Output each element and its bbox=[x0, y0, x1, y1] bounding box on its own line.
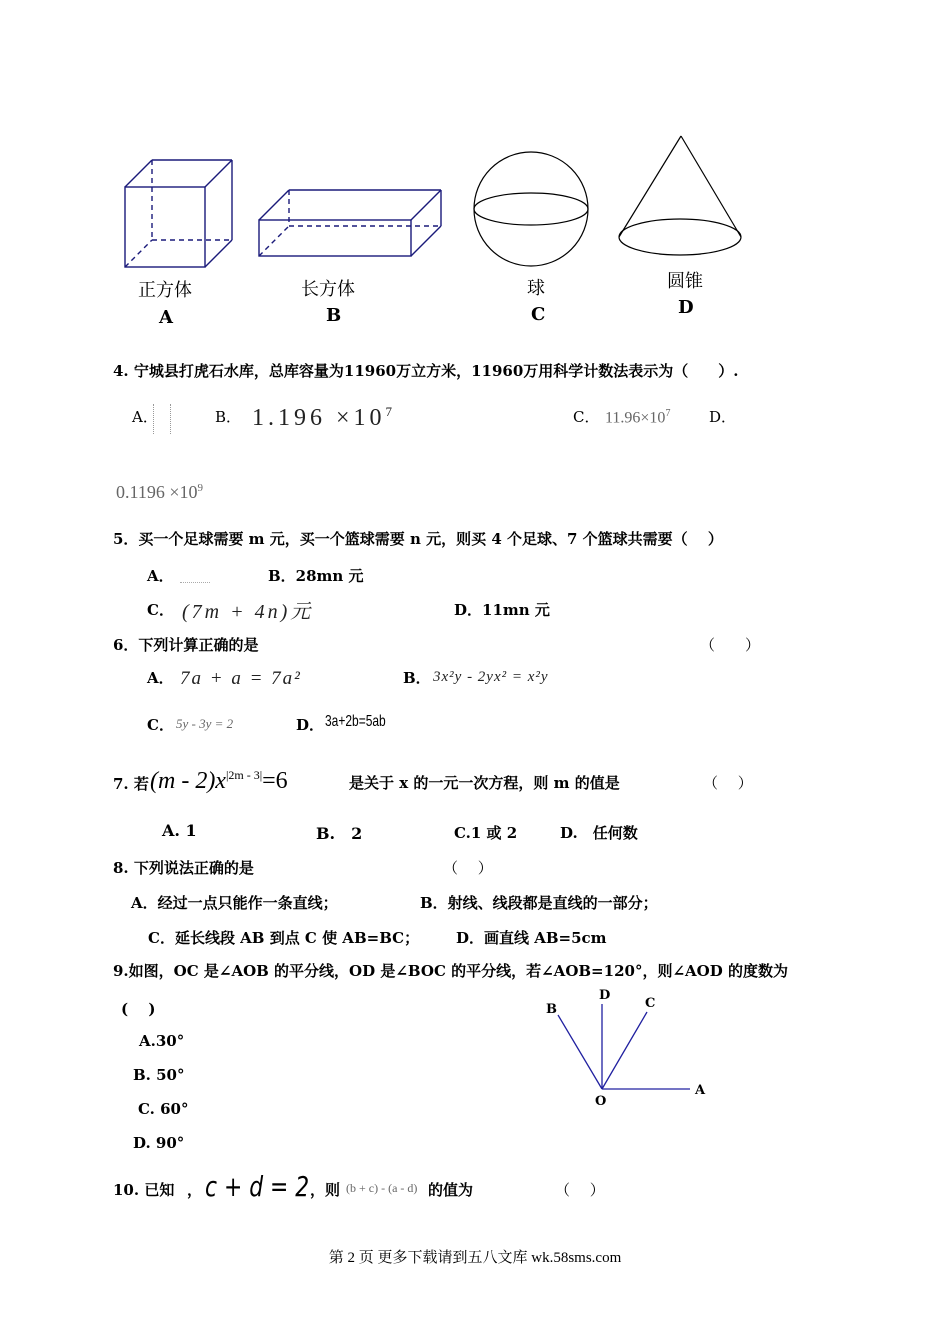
q5-option-c-expr: (7m + 4n)元 bbox=[182, 601, 314, 623]
shape-name-cone: 圆锥 bbox=[667, 271, 703, 292]
shape-name-cube: 正方体 bbox=[138, 280, 192, 301]
question-8-paren: （ ） bbox=[443, 859, 493, 877]
angle-label-c: C bbox=[645, 996, 656, 1011]
q7-option-d: D. 任何数 bbox=[560, 824, 638, 842]
angle-label-d: D bbox=[599, 988, 611, 1003]
question-10-rest: 的值为 bbox=[428, 1181, 474, 1199]
question-7-paren: （ ） bbox=[703, 774, 753, 792]
shape-letter-a: A bbox=[159, 307, 173, 328]
question-10-then: ，则 bbox=[310, 1181, 341, 1199]
q6-option-c-expr: 5y - 3y = 2 bbox=[176, 716, 234, 731]
question-10-expr: c + d = 2 bbox=[205, 1170, 310, 1203]
q5-option-d: D．11mn 元 bbox=[454, 601, 550, 619]
ray-ob bbox=[558, 1015, 602, 1089]
question-10-paren: （ ） bbox=[555, 1181, 605, 1199]
q9-option-a: A.30° bbox=[139, 1032, 185, 1050]
q8-option-b: B．射线、线段都是直线的一部分； bbox=[420, 894, 658, 912]
question-5-stem: 5．买一个足球需要 m 元，买一个篮球需要 n 元，则买 4 个足球、7 个篮球共需要（ ） bbox=[113, 530, 723, 548]
shape-name-cuboid: 长方体 bbox=[301, 279, 355, 300]
angle-label-b: B bbox=[546, 1002, 557, 1017]
q4-option-c-label: C． bbox=[573, 408, 600, 426]
q9-option-d: D. 90° bbox=[133, 1134, 185, 1152]
question-7-rest: 是关于 x 的一元一次方程，则 m 的值是 bbox=[349, 774, 620, 792]
question-10-comma: ， bbox=[187, 1181, 203, 1199]
question-9-paren: ( ) bbox=[121, 1000, 156, 1018]
q5-option-b: B．28mn 元 bbox=[268, 567, 364, 585]
q6-option-d-label: D． bbox=[296, 716, 325, 734]
shape-name-sphere: 球 bbox=[527, 278, 545, 299]
q4-option-d-label: D． bbox=[709, 408, 737, 426]
angle-label-o: O bbox=[595, 1094, 607, 1109]
ray-oc bbox=[602, 1012, 647, 1089]
question-6-paren: （ ） bbox=[700, 636, 761, 654]
q7-option-b: B. 2 bbox=[316, 824, 363, 843]
question-4-stem: 4. 宁城县打虎石水库，总库容量为11960万立方米，11960万用科学计数法表示为（ ）. bbox=[113, 362, 739, 380]
q5-option-c-label: C． bbox=[147, 601, 174, 619]
question-6-stem: 6．下列计算正确的是 bbox=[113, 636, 259, 654]
q4-option-d-expr: $0.1196 \times 10^9$ bbox=[116, 482, 203, 502]
question-7-num: 7. 若 bbox=[113, 775, 149, 793]
shape-letter-d: D bbox=[678, 297, 694, 318]
angle-label-a: A bbox=[695, 1083, 706, 1098]
question-9-stem: 9.如图，OC 是∠AOB 的平分线，OD 是∠BOC 的平分线，若∠AOB=120°，则∠AOD 的度数为 bbox=[113, 962, 788, 980]
q4-option-b-expr: $1.196 \times 10^7$ bbox=[252, 404, 397, 431]
q9-option-b: B. 50° bbox=[133, 1066, 185, 1084]
q8-option-c: C．延长线段 AB 到点 C 使 AB=BC； bbox=[148, 929, 420, 947]
q6-option-b-expr: 3x²y - 2yx² = x²y bbox=[433, 669, 549, 685]
q6-option-a-expr: 7a + a = 7a² bbox=[180, 668, 302, 689]
q4-option-a-image bbox=[153, 404, 171, 434]
q9-option-c: C. 60° bbox=[138, 1100, 189, 1118]
question-8-stem: 8. 下列说法正确的是 bbox=[113, 859, 254, 877]
q4-option-b-label: B． bbox=[215, 408, 242, 426]
q6-option-a-label: A． bbox=[147, 669, 174, 687]
q5-option-a-label: A． bbox=[147, 567, 174, 585]
q7-option-a: A. 1 bbox=[162, 821, 197, 840]
q5-option-a-image bbox=[180, 568, 210, 583]
shape-letter-b: B bbox=[326, 305, 342, 326]
q8-option-d: D．画直线 AB=5cm bbox=[456, 929, 607, 947]
question-10-num: 10. 已知 bbox=[113, 1181, 175, 1199]
question-7-expr: $(m - 2)x^{|2m - 3|}=6$ bbox=[150, 768, 288, 794]
q7-option-c: C.1 或 2 bbox=[454, 824, 518, 842]
q6-option-b-label: B． bbox=[403, 669, 431, 687]
q8-option-a: A．经过一点只能作一条直线； bbox=[131, 894, 338, 912]
q6-option-c-label: C． bbox=[147, 716, 174, 734]
shape-letter-c: C bbox=[531, 304, 546, 325]
question-10-expr2: (b + c) - (a - d) bbox=[346, 1181, 418, 1195]
q4-option-a-label: A． bbox=[132, 408, 158, 426]
q4-option-c-expr: $11.96\times 10^7$ bbox=[605, 408, 671, 427]
page-footer: 第 2 页 更多下载请到五八文库 wk.58sms.com bbox=[328, 1250, 622, 1266]
q6-option-d-expr: 3a+2b=5ab bbox=[325, 713, 386, 730]
